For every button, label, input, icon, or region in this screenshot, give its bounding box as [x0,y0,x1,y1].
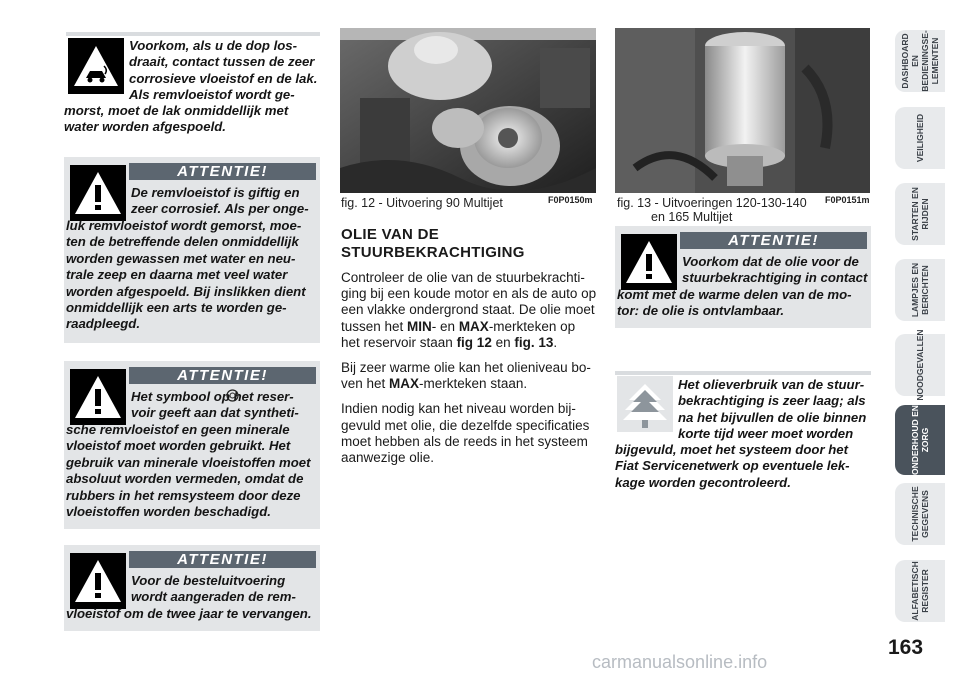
environment-tree-icon [617,376,673,432]
warning-5-text-first [682,254,870,287]
text-line: Controleer de olie van de stuurbekrachti- [341,270,585,285]
tab-label: TECHNISCHE GEGEVENS [910,486,930,542]
warning-triangle-icon [621,234,677,290]
tab-warning-lights[interactable] [895,259,945,321]
attentie-header: ATTENTIE! [129,367,316,384]
section-body [341,270,599,475]
text-run: ven het [341,376,390,392]
warning-2-text-first [131,185,319,218]
text-line: Voor de besteluitvoering [131,573,286,588]
tab-label: STARTEN EN RIJDEN [910,187,930,241]
min-marker-text: MIN [407,318,432,334]
text-line: voir geeft aan dat syntheti- [131,405,299,421]
text-line: moet hebben als de reeds in het systeem [341,433,588,449]
warning-triangle-icon [70,165,126,221]
text-run: tussen het [341,318,408,334]
engine-photo-fig12 [340,28,596,193]
fig13-caption [617,196,817,224]
text-line: na het bijvullen de olie binnen [678,409,867,425]
text-line: zeer corrosief. Als per onge- [131,201,309,217]
engine-reservoir-illustration [340,28,596,193]
text-line: korte tijd weer moet worden [678,426,854,442]
text-line: een vlakke ondergrond staat. De olie moet [341,302,595,318]
text-line: Voorkom dat de olie voor de [682,254,859,269]
warning-1-text-rest [64,103,322,136]
text-line: De remvloeistof is giftig en [131,185,300,200]
max-marker-text: MAX [458,318,489,334]
text-line: ten de betreffende delen onmiddellijk [66,234,299,250]
caption-line: en 165 Multijet [651,210,733,224]
text-line: vloeistoffen worden beschadigd. [66,504,271,520]
text-line: trale zeep en daarna met veel water [66,267,288,283]
max-marker-text: MAX [389,376,420,392]
text-line: Het olieverbruik van de stuur- [678,377,865,392]
tab-starting-driving[interactable] [895,183,945,245]
text-line: draait, contact tussen de zeer [129,54,315,70]
warning-4-text-rest [66,606,321,622]
tab-safety[interactable] [895,107,945,169]
text-line: gebruik van minerale vloeistoffen moet [66,454,311,470]
page-number: 163 [888,636,924,659]
heading-line: OLIE VAN DE [341,226,440,243]
warning-triangle-icon [70,369,126,425]
text-line: Het symbool op het reser- [131,389,294,404]
text-line: aanwezige olie. [341,450,435,466]
warning-6-text-first [678,377,871,443]
warning-3-text-rest [66,422,321,520]
attentie-header: ATTENTIE! [680,232,867,249]
tab-label: LAMPJES EN BERICHTEN [910,262,930,318]
text-run: . [553,334,558,350]
power-steering-reservoir-illustration [615,28,870,193]
text-line: bijgevuld, moet het systeem door het [615,442,849,457]
heading-line: STUURBEKRACHTIGING [341,244,525,261]
text-run: -merkteken op [488,318,576,334]
warning-6-text-rest [615,442,873,491]
tab-label: NOODGEVALLEN [915,329,925,401]
text-line: gevuld met olie, die dezelfde specificaties [341,417,590,433]
tab-emergencies[interactable] [895,329,945,401]
text-line: sche remvloeistof en geen minerale [66,422,290,437]
text-line: tor: de olie is ontvlambaar. [617,303,785,319]
warning-triangle-icon [70,553,126,609]
text-line: vloeistof moet worden gebruikt. Het [66,438,291,454]
text-line: ging bij een koude motor en als de auto op [341,286,597,302]
warning-1-text-first [129,38,321,104]
engine-photo-fig13 [615,28,870,193]
fig12-caption: fig. 12 - Uitvoering 90 Multijet [341,196,503,210]
text-line: kage worden gecontroleerd. [615,474,791,490]
text-line: absoluut worden vermeden, omdat de [66,471,304,487]
text-line: stuurbekrachtiging in contact [682,270,868,286]
text-line: rubbers in het remsysteem door deze [66,487,301,503]
fig-reference: fig. 13 [514,334,554,350]
tab-dashboard[interactable] [895,30,945,92]
text-line: Voorkom, als u de dop los- [129,38,298,53]
fig12-code: F0P0150m [548,195,593,205]
text-run: en [491,334,515,350]
tab-index[interactable] [895,560,945,622]
tab-label: ALFABETISCH REGISTER [910,561,930,621]
text-line: Indien nodig kan het niveau worden bij- [341,401,576,417]
watermark: carmanualsonline.info [592,652,768,672]
text-line: water worden afgespoeld. [64,119,226,135]
top-rule-left [66,32,320,36]
attentie-header: ATTENTIE! [129,551,316,568]
synthetic-fluid-symbol-icon [226,389,239,402]
text-line: worden afgespoeld. Bij inslikken dient [66,283,306,299]
text-line: wordt aangeraden de rem- [131,589,296,605]
tab-label: VEILIGHEID [915,113,925,163]
text-line: onmiddellijk een arts te worden ge- [66,300,287,316]
text-line: bekrachtiging is zeer laag; als [678,393,866,409]
tab-maintenance[interactable] [895,405,945,475]
text-run: -merkteken staan. [419,376,528,392]
tab-label: ONDERHOUD EN ZORG [910,405,930,475]
text-line: worden gewassen met water en neu- [66,250,296,266]
tab-technical-data[interactable] [895,483,945,545]
attentie-header: ATTENTIE! [129,163,316,180]
section-heading [341,226,597,262]
car-caution-icon [68,38,124,94]
paragraph-1 [341,270,599,351]
text-run: het reservoir staan [341,334,457,350]
text-line: Als remvloeistof wordt ge- [129,87,295,103]
text-line: vloeistof om de twee jaar te vervangen. [66,606,312,621]
warning-5-text-rest [617,287,872,320]
text-line: komt met de warme delen van de mo- [617,287,852,302]
fig-reference: fig 12 [456,334,492,350]
text-line: corrosieve vloeistof en de lak. [129,70,318,86]
text-line: raadpleegd. [66,316,141,332]
text-line: Fiat Servicenetwerk op eventuele lek- [615,458,850,474]
caption-line: fig. 13 - Uitvoeringen 120-130-140 [617,196,807,210]
text-line: Bij zeer warme olie kan het olieniveau bo- [341,360,591,376]
rule-right [615,371,871,375]
paragraph-3 [341,401,599,466]
text-line: morst, moet de lak onmiddellijk met [64,103,289,118]
warning-4-text-first [131,573,319,606]
text-run: - en [431,318,459,334]
warning-2-text-rest [66,218,321,333]
warning-3-text-first [131,389,319,422]
text-line: luk remvloeistof wordt gemorst, moe- [66,218,302,233]
tab-label: DASHBOARD EN BEDIENINGSE- LEMENTEN [900,30,940,92]
paragraph-2 [341,360,599,392]
fig13-code: F0P0151m [825,195,870,205]
